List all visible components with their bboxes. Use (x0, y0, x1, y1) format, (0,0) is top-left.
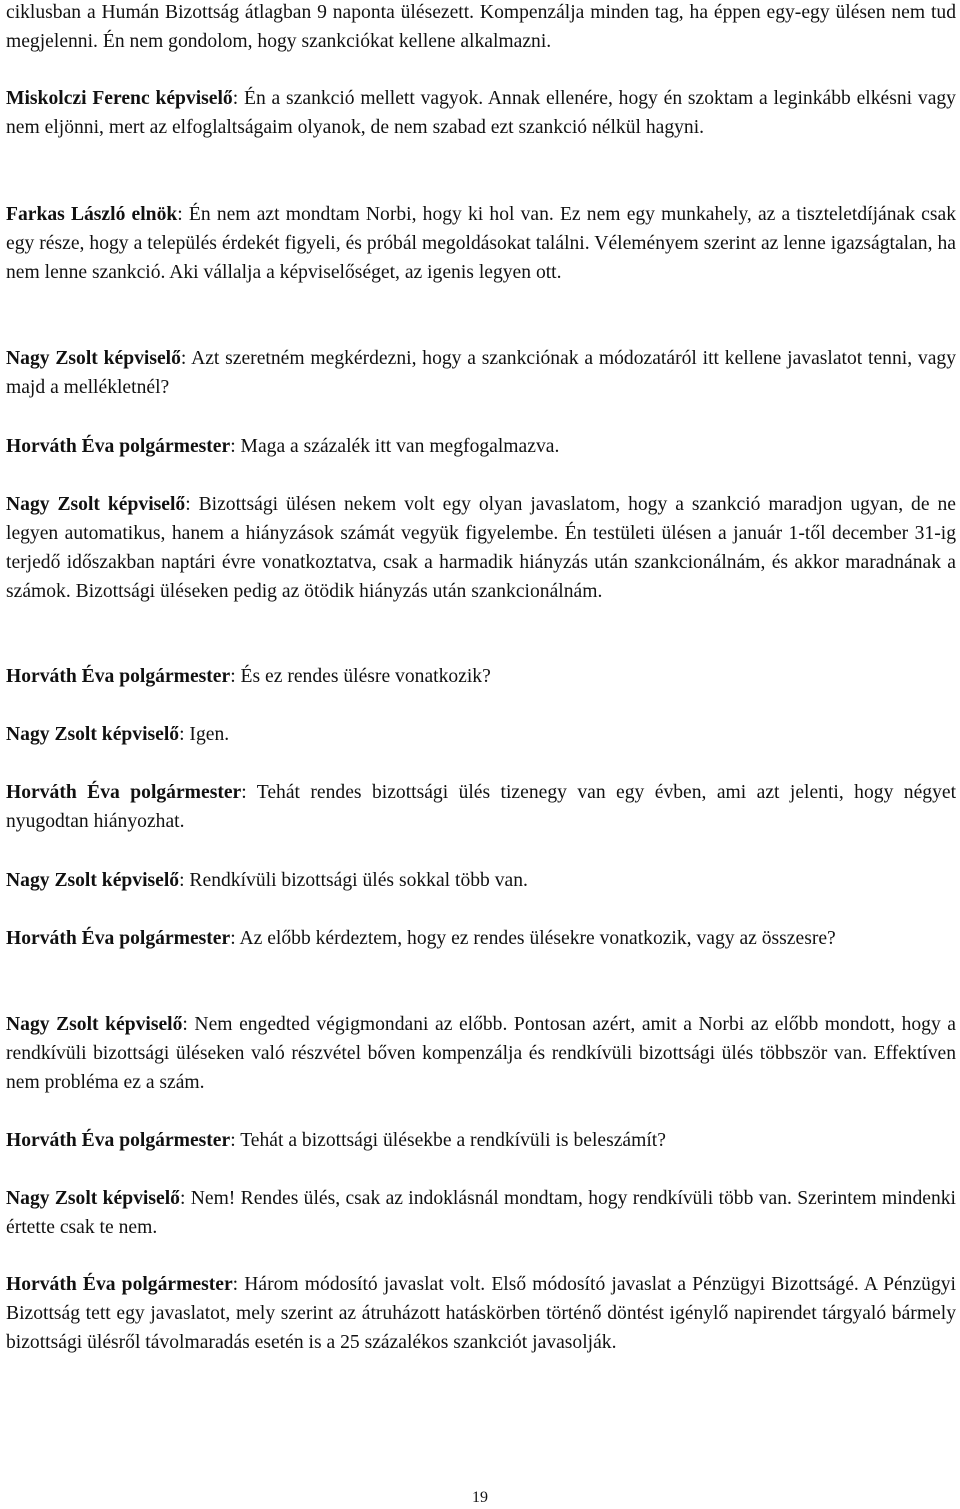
paragraph-text: : És ez rendes ülésre vonatkozik? (230, 666, 491, 687)
paragraph-15 (6, 1270, 956, 1357)
paragraph-text: ciklusban a Humán Bizottság átlagban 9 naponta ülésezett. Kompenzálja minden tag, ha éppen egy-egy ülésen nem tud megjelenni. Én nem gondolom, hogy szankciókat kellene alkalmazni. (6, 2, 956, 52)
paragraph-2 (6, 84, 956, 142)
paragraph-11 (6, 924, 956, 953)
paragraph-text: : Én a szankció mellett vagyok. Annak ellenére, hogy én szoktam a leginkább elkésni vagy nem eljönni, mert az elfoglaltságaim olyanok, de nem szabad ezt szankció nélkül hagyni. (6, 88, 956, 138)
speaker-name: Nagy Zsolt képviselő (6, 724, 180, 745)
paragraph-text: : Rendkívüli bizottsági ülés sokkal több van. (179, 870, 528, 891)
paragraph-text: : Én nem azt mondtam Norbi, hogy ki hol van. Ez nem egy munkahely, az a tiszteletdíjának csak egy része, hogy a település érdekét figyeli, és próbál megoldásokat találni. Véleményem szerint az lenne igazságtalan, ha nem lenne szankció. Aki vállalja a képviselőséget, az igenis legyen ott. (6, 204, 956, 283)
speaker-name: Miskolczi Ferenc képviselő (6, 88, 233, 109)
paragraph-text: : Igen. (179, 724, 230, 745)
paragraph-1 (6, 0, 956, 56)
paragraph-5 (6, 432, 956, 461)
paragraph-12 (6, 1010, 956, 1097)
paragraph-text: : Azt szeretném megkérdezni, hogy a szankciónak a módozatáról itt kellene javaslatot tenni, vagy majd a mellékletnél? (6, 348, 956, 398)
paragraph-text: : Nem! Rendes ülés, csak az indoklásnál mondtam, hogy rendkívüli több van. Szerintem mindenki értette csak te nem. (6, 1188, 957, 1238)
paragraph-text: : Tehát a bizottsági ülésekbe a rendkívüli is beleszámít? (230, 1130, 666, 1151)
speaker-name: Nagy Zsolt képviselő (6, 348, 181, 369)
paragraph-text: : Tehát rendes bizottsági ülés tizenegy van egy évben, ami azt jelenti, hogy négyet nyugodtan hiányozhat. (6, 782, 957, 832)
speaker-name: Farkas László elnök (6, 204, 178, 225)
paragraph-6 (6, 490, 956, 606)
paragraph-13 (6, 1126, 956, 1155)
speaker-name: Nagy Zsolt képviselő (6, 1188, 180, 1209)
paragraph-text: : Három módosító javaslat volt. Első módosító javaslat a Pénzügyi Bizottságé. A Pénzügyi Bizottság tett egy javaslatot, mely szerint az átruházott hatáskörben történő döntést igénylő napirendet tárgyaló bármely bizottsági ülésről távolmaradás esetén is a 25 százalékos szankciót javasolják. (6, 1274, 956, 1353)
speaker-name: Nagy Zsolt képviselő (6, 494, 186, 515)
paragraph-4 (6, 344, 956, 402)
speaker-name: Horváth Éva polgármester (6, 782, 242, 803)
speaker-name: Horváth Éva polgármester (6, 1130, 231, 1151)
paragraph-3 (6, 200, 956, 287)
paragraph-9 (6, 778, 956, 836)
paragraph-8 (6, 720, 956, 749)
paragraph-14 (6, 1184, 956, 1242)
speaker-name: Horváth Éva polgármester (6, 436, 231, 457)
paragraph-text: : Bizottsági ülésen nekem volt egy olyan javaslatom, hogy a szankció maradjon ugyan, de ne legyen automatikus, hanem a hiányzások számát vegyük figyelembe. Én testületi ülésen a január 1-től december 31-ig terjedő időszakban naptári évre vonatkoztatva, csak a harmadik hiányzás után szankcionálnám, és akkor maradnának a számok. Bizottsági üléseken pedig az ötödik hiányzás után szankcionálnám. (6, 494, 956, 602)
paragraph-7 (6, 662, 956, 691)
page-number: 19 (472, 1489, 488, 1506)
paragraph-text: : Nem engedted végigmondani az előbb. Pontosan azért, amit a Norbi az előbb mondott, hogy a rendkívüli bizottsági üléseken való részvétel bőven kompenzálja és rendkívüli bizottsági ülés többször van. Effektíven nem probléma ez a szám. (6, 1014, 957, 1093)
speaker-name: Horváth Éva polgármester (6, 928, 231, 949)
paragraph-text: : Maga a százalék itt van megfogalmazva. (230, 436, 560, 457)
speaker-name: Nagy Zsolt képviselő (6, 870, 180, 891)
speaker-name: Nagy Zsolt képviselő (6, 1014, 183, 1035)
paragraph-text: : Az előbb kérdeztem, hogy ez rendes ülésekre vonatkozik, vagy az összesre? (230, 928, 836, 949)
speaker-name: Horváth Éva polgármester (6, 666, 231, 687)
paragraph-10 (6, 866, 956, 895)
speaker-name: Horváth Éva polgármester (6, 1274, 233, 1295)
